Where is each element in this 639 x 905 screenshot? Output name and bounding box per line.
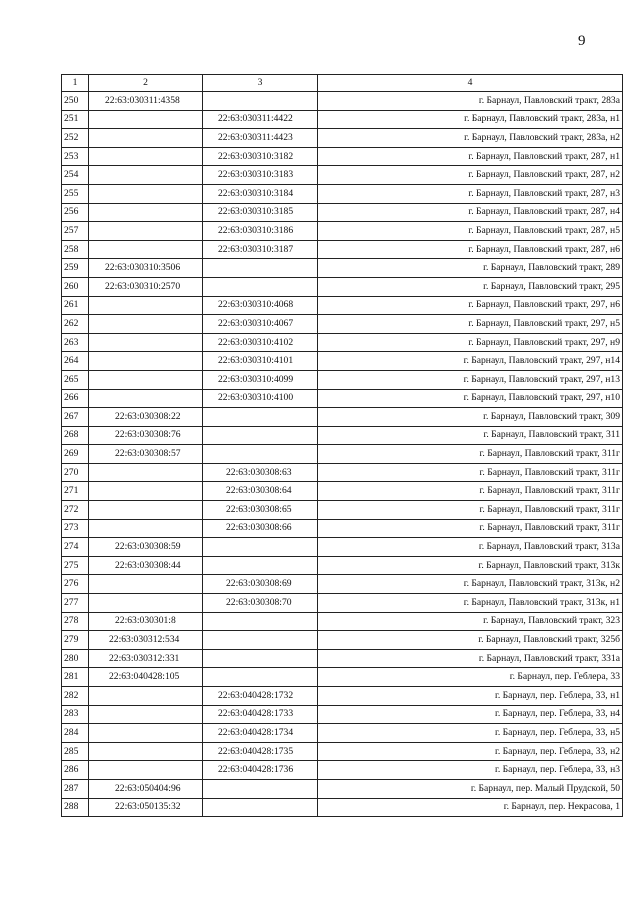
cadastral-number-land-plot: [89, 277, 203, 296]
table-row: [62, 445, 623, 464]
cadastral-number-premises: [203, 147, 318, 166]
cadastral-number-premises: [203, 556, 318, 575]
table-row: [62, 147, 623, 166]
table-row: [62, 705, 623, 724]
cadastral-number-premises: [203, 408, 318, 427]
cadastral-number-premises-value: 22:63:040428:1735: [218, 745, 294, 757]
row-number: 286: [62, 761, 89, 780]
cadastral-number-land-plot: [89, 798, 203, 817]
cadastral-number-premises: [203, 612, 318, 631]
cadastral-number-land-plot: [89, 538, 203, 557]
cadastral-number-premises-value: 22:63:030310:4102: [218, 336, 294, 348]
cadastral-number-premises-value: 22:63:030311:4423: [218, 131, 293, 143]
table-row: [62, 333, 623, 352]
cadastral-number-premises: [203, 463, 318, 482]
table-row: [62, 631, 623, 650]
row-number: 272: [62, 501, 89, 520]
table-row: [62, 668, 623, 687]
table-row: [62, 352, 623, 371]
cadastral-number-premises: [203, 277, 318, 296]
row-number: 271: [62, 482, 89, 501]
cadastral-number-premises-value: 22:63:040428:1734: [218, 726, 294, 738]
row-number: 252: [62, 129, 89, 148]
table-row: [62, 277, 623, 296]
row-number: 277: [62, 594, 89, 613]
column-header-2: 2: [89, 75, 203, 92]
cadastral-number-land-plot: [89, 370, 203, 389]
cadastral-number-premises: [203, 315, 318, 334]
table-row: [62, 129, 623, 148]
address: г. Барнаул, Павловский тракт, 297, н6: [318, 296, 623, 315]
cadastral-number-premises: [203, 798, 318, 817]
cadastral-number-premises-value: 22:63:030308:66: [226, 522, 292, 534]
cadastral-number-premises: [203, 761, 318, 780]
table-row: [62, 482, 623, 501]
address: г. Барнаул, Павловский тракт, 323: [318, 612, 623, 631]
cadastral-number-land-plot: [89, 594, 203, 613]
table-row: [62, 742, 623, 761]
address: г. Барнаул, пер. Геблера, 33, н5: [318, 724, 623, 743]
cadastral-number-land-plot: [89, 612, 203, 631]
cadastral-number-premises: [203, 724, 318, 743]
table-row: [62, 779, 623, 798]
cadastral-number-land-plot: [89, 724, 203, 743]
row-number: 268: [62, 426, 89, 445]
address: г. Барнаул, Павловский тракт, 287, н4: [318, 203, 623, 222]
cadastral-number-premises: [203, 519, 318, 538]
table-row: [62, 612, 623, 631]
cadastral-number-premises-value: 22:63:040428:1733: [218, 708, 294, 720]
address: г. Барнаул, Павловский тракт, 283а, н1: [318, 110, 623, 129]
cadastral-number-land-plot: [89, 761, 203, 780]
row-number: 257: [62, 222, 89, 241]
row-number: 280: [62, 649, 89, 668]
cadastral-number-premises-value: 22:63:030310:3185: [218, 206, 294, 218]
cadastral-number-land-plot: [89, 687, 203, 706]
address: г. Барнаул, Павловский тракт, 287, н3: [318, 184, 623, 203]
table-row: [62, 501, 623, 520]
address: г. Барнаул, Павловский тракт, 313к, н2: [318, 575, 623, 594]
cadastral-number-land-plot: [89, 705, 203, 724]
row-number: 260: [62, 277, 89, 296]
address: г. Барнаул, Павловский тракт, 287, н6: [318, 240, 623, 259]
cadastral-number-land-plot: [89, 184, 203, 203]
cadastral-number-premises-value: 22:63:030310:3187: [218, 243, 294, 255]
row-number: 250: [62, 92, 89, 111]
cadastral-number-premises: [203, 333, 318, 352]
row-number: 283: [62, 705, 89, 724]
row-number: 285: [62, 742, 89, 761]
cadastral-number-land-plot: [89, 259, 203, 278]
table-row: [62, 259, 623, 278]
row-number: 273: [62, 519, 89, 538]
address: г. Барнаул, Павловский тракт, 295: [318, 277, 623, 296]
address: г. Барнаул, Павловский тракт, 297, н9: [318, 333, 623, 352]
cadastral-number-land-plot-value: 22:63:030308:57: [115, 448, 181, 460]
address: г. Барнаул, Павловский тракт, 311г: [318, 463, 623, 482]
column-header-1: 1: [62, 75, 89, 92]
table-row: [62, 203, 623, 222]
table-row: [62, 92, 623, 111]
cadastral-number-land-plot-value: 22:63:030308:59: [115, 541, 181, 553]
row-number: 276: [62, 575, 89, 594]
cadastral-number-premises: [203, 389, 318, 408]
row-number: 256: [62, 203, 89, 222]
cadastral-number-land-plot-value: 22:63:030308:76: [115, 429, 181, 441]
row-number: 262: [62, 315, 89, 334]
cadastral-number-land-plot-value: 22:63:030308:22: [115, 410, 181, 422]
cadastral-number-premises: [203, 296, 318, 315]
table-row: [62, 222, 623, 241]
cadastral-number-premises: [203, 222, 318, 241]
row-number: 251: [62, 110, 89, 129]
address: г. Барнаул, пер. Геблера, 33, н3: [318, 761, 623, 780]
address: г. Барнаул, Павловский тракт, 311г: [318, 445, 623, 464]
cadastral-number-premises-value: 22:63:030308:64: [226, 485, 292, 497]
cadastral-number-premises-value: 22:63:030308:65: [226, 503, 292, 515]
table-body: [62, 92, 623, 817]
table-row: [62, 687, 623, 706]
table-row: [62, 538, 623, 557]
address: г. Барнаул, Павловский тракт, 313а: [318, 538, 623, 557]
address: г. Барнаул, Павловский тракт, 297, н13: [318, 370, 623, 389]
cadastral-number-land-plot: [89, 92, 203, 111]
row-number: 263: [62, 333, 89, 352]
table-row: [62, 184, 623, 203]
cadastral-number-land-plot: [89, 519, 203, 538]
address: г. Барнаул, Павловский тракт, 289: [318, 259, 623, 278]
row-number: 266: [62, 389, 89, 408]
cadastral-number-premises: [203, 687, 318, 706]
cadastral-number-premises-value: 22:63:030310:4099: [218, 373, 294, 385]
table-row: [62, 594, 623, 613]
cadastral-number-premises: [203, 426, 318, 445]
table-row: [62, 315, 623, 334]
cadastral-number-land-plot: [89, 408, 203, 427]
cadastral-number-land-plot: [89, 240, 203, 259]
address: г. Барнаул, Павловский тракт, 325б: [318, 631, 623, 650]
table-row: [62, 761, 623, 780]
row-number: 282: [62, 687, 89, 706]
cadastral-number-land-plot-value: 22:63:030308:44: [115, 559, 181, 571]
cadastral-number-premises: [203, 92, 318, 111]
address: г. Барнаул, Павловский тракт, 311г: [318, 519, 623, 538]
cadastral-number-land-plot: [89, 222, 203, 241]
address: г. Барнаул, пер. Геблера, 33, н2: [318, 742, 623, 761]
address: г. Барнаул, Павловский тракт, 287, н1: [318, 147, 623, 166]
row-number: 269: [62, 445, 89, 464]
row-number: 275: [62, 556, 89, 575]
address: г. Барнаул, Павловский тракт, 297, н14: [318, 352, 623, 371]
cadastral-number-premises: [203, 631, 318, 650]
cadastral-number-premises: [203, 501, 318, 520]
address: г. Барнаул, Павловский тракт, 297, н5: [318, 315, 623, 334]
cadastral-number-premises: [203, 705, 318, 724]
row-number: 274: [62, 538, 89, 557]
cadastral-number-land-plot: [89, 631, 203, 650]
cadastral-number-premises: [203, 668, 318, 687]
row-number: 288: [62, 798, 89, 817]
table-row: [62, 240, 623, 259]
row-number: 270: [62, 463, 89, 482]
cadastral-number-land-plot: [89, 556, 203, 575]
cadastral-number-land-plot: [89, 296, 203, 315]
cadastral-number-land-plot: [89, 649, 203, 668]
cadastral-number-premises: [203, 742, 318, 761]
cadastral-number-land-plot: [89, 463, 203, 482]
cadastral-number-premises: [203, 166, 318, 185]
address: г. Барнаул, Павловский тракт, 313к: [318, 556, 623, 575]
table-row: [62, 519, 623, 538]
address: г. Барнаул, Павловский тракт, 283а: [318, 92, 623, 111]
address: г. Барнаул, пер. Геблера, 33, н1: [318, 687, 623, 706]
cadastral-number-premises: [203, 538, 318, 557]
registry-table: [61, 74, 623, 817]
table-row: [62, 575, 623, 594]
cadastral-number-premises-value: 22:63:030310:3182: [218, 150, 294, 162]
address: г. Барнаул, Павловский тракт, 331а: [318, 649, 623, 668]
cadastral-number-land-plot-value: 22:63:030301:8: [115, 615, 176, 627]
table-row: [62, 389, 623, 408]
cadastral-number-premises: [203, 649, 318, 668]
cadastral-number-land-plot-value: 22:63:040428:105: [109, 671, 180, 683]
page-number: 9: [578, 33, 586, 49]
cadastral-number-premises-value: 22:63:030311:4422: [218, 113, 293, 125]
address: г. Барнаул, пер. Геблера, 33: [318, 668, 623, 687]
address: г. Барнаул, Павловский тракт, 297, н10: [318, 389, 623, 408]
cadastral-number-premises-value: 22:63:040428:1736: [218, 764, 294, 776]
row-number: 287: [62, 779, 89, 798]
cadastral-number-premises: [203, 575, 318, 594]
cadastral-number-land-plot-value: 22:63:050135:32: [115, 801, 181, 813]
row-number: 264: [62, 352, 89, 371]
table-row: [62, 166, 623, 185]
row-number: 258: [62, 240, 89, 259]
cadastral-number-land-plot: [89, 445, 203, 464]
cadastral-number-premises: [203, 482, 318, 501]
cadastral-number-land-plot: [89, 315, 203, 334]
cadastral-number-land-plot: [89, 203, 203, 222]
address: г. Барнаул, пер. Некрасова, 1: [318, 798, 623, 817]
address: г. Барнаул, Павловский тракт, 311г: [318, 482, 623, 501]
row-number: 254: [62, 166, 89, 185]
cadastral-number-premises-value: 22:63:030308:69: [226, 578, 292, 590]
cadastral-number-premises-value: 22:63:040428:1732: [218, 689, 294, 701]
row-number: 278: [62, 612, 89, 631]
address: г. Барнаул, Павловский тракт, 287, н5: [318, 222, 623, 241]
cadastral-number-premises: [203, 779, 318, 798]
cadastral-number-land-plot: [89, 426, 203, 445]
row-number: 279: [62, 631, 89, 650]
table-row: [62, 110, 623, 129]
cadastral-number-premises: [203, 203, 318, 222]
address: г. Барнаул, Павловский тракт, 313к, н1: [318, 594, 623, 613]
cadastral-number-land-plot: [89, 482, 203, 501]
row-number: 284: [62, 724, 89, 743]
cadastral-number-land-plot: [89, 389, 203, 408]
row-number: 261: [62, 296, 89, 315]
cadastral-number-land-plot: [89, 779, 203, 798]
cadastral-number-land-plot: [89, 575, 203, 594]
table-header-row: [62, 75, 623, 92]
table-row: [62, 296, 623, 315]
cadastral-number-land-plot: [89, 333, 203, 352]
cadastral-number-premises-value: 22:63:030310:4068: [218, 299, 294, 311]
address: г. Барнаул, Павловский тракт, 311: [318, 426, 623, 445]
cadastral-number-premises: [203, 240, 318, 259]
address: г. Барнаул, пер. Геблера, 33, н4: [318, 705, 623, 724]
cadastral-number-land-plot: [89, 129, 203, 148]
row-number: 259: [62, 259, 89, 278]
row-number: 265: [62, 370, 89, 389]
table-row: [62, 408, 623, 427]
cadastral-number-premises: [203, 352, 318, 371]
cadastral-number-land-plot: [89, 352, 203, 371]
cadastral-number-premises-value: 22:63:030308:70: [226, 596, 292, 608]
cadastral-number-land-plot: [89, 742, 203, 761]
cadastral-number-premises-value: 22:63:030310:4067: [218, 317, 294, 329]
row-number: 255: [62, 184, 89, 203]
cadastral-number-land-plot: [89, 668, 203, 687]
cadastral-number-land-plot: [89, 147, 203, 166]
address: г. Барнаул, Павловский тракт, 311г: [318, 501, 623, 520]
row-number: 267: [62, 408, 89, 427]
cadastral-number-premises: [203, 445, 318, 464]
cadastral-number-land-plot-value: 22:63:030312:331: [109, 652, 180, 664]
table-row: [62, 463, 623, 482]
cadastral-number-land-plot-value: 22:63:030311:4358: [105, 94, 180, 106]
row-number: 253: [62, 147, 89, 166]
cadastral-number-land-plot: [89, 501, 203, 520]
cadastral-number-premises-value: 22:63:030310:3186: [218, 224, 294, 236]
address: г. Барнаул, Павловский тракт, 309: [318, 408, 623, 427]
address: г. Барнаул, пер. Малый Прудской, 50: [318, 779, 623, 798]
row-number: 281: [62, 668, 89, 687]
cadastral-number-land-plot-value: 22:63:030310:2570: [105, 280, 181, 292]
cadastral-number-premises-value: 22:63:030310:3183: [218, 169, 294, 181]
cadastral-number-premises-value: 22:63:030310:3184: [218, 187, 294, 199]
cadastral-number-premises: [203, 129, 318, 148]
column-header-4: 4: [318, 75, 623, 92]
cadastral-number-land-plot-value: 22:63:030312:534: [109, 634, 180, 646]
cadastral-number-land-plot: [89, 166, 203, 185]
cadastral-number-premises: [203, 110, 318, 129]
cadastral-number-premises-value: 22:63:030310:4101: [218, 355, 294, 367]
cadastral-number-premises-value: 22:63:030310:4100: [218, 392, 294, 404]
table-row: [62, 798, 623, 817]
table-row: [62, 426, 623, 445]
column-header-3: 3: [203, 75, 318, 92]
table-row: [62, 724, 623, 743]
cadastral-number-land-plot-value: 22:63:030310:3506: [105, 262, 181, 274]
table-row: [62, 556, 623, 575]
address: г. Барнаул, Павловский тракт, 283а, н2: [318, 129, 623, 148]
cadastral-number-land-plot: [89, 110, 203, 129]
cadastral-number-premises-value: 22:63:030308:63: [226, 466, 292, 478]
address: г. Барнаул, Павловский тракт, 287, н2: [318, 166, 623, 185]
cadastral-number-premises: [203, 370, 318, 389]
cadastral-number-premises: [203, 259, 318, 278]
table-row: [62, 370, 623, 389]
cadastral-number-premises: [203, 594, 318, 613]
cadastral-number-land-plot-value: 22:63:050404:96: [115, 782, 181, 794]
table-row: [62, 649, 623, 668]
cadastral-number-premises: [203, 184, 318, 203]
